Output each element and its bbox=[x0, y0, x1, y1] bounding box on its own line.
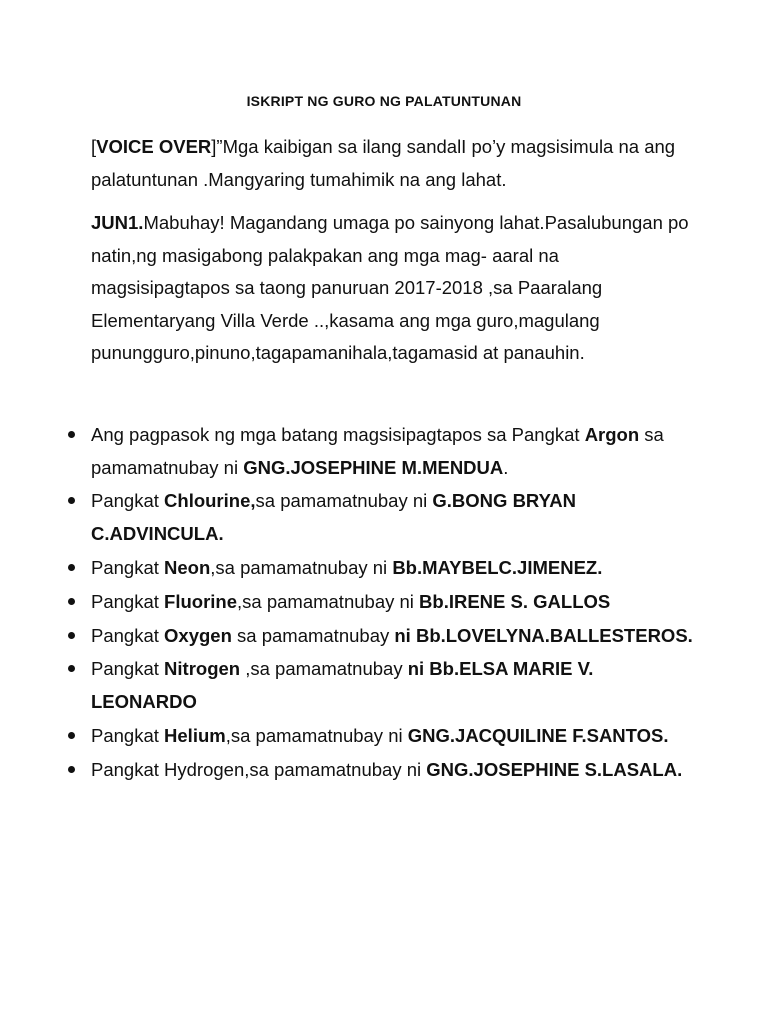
list-item bbox=[0, 653, 700, 718]
list-item bbox=[0, 620, 700, 653]
item-middle: ,sa pamamatnubay bbox=[240, 658, 408, 680]
group-name: Oxygen bbox=[164, 624, 232, 646]
list-item bbox=[0, 485, 700, 550]
voice-over-text: ]”Mga kaibigan sa ilang sandalI po’y magsisimula na ang palatuntunan .Mangyaring tumahimik na ang lahat. bbox=[91, 136, 676, 190]
group-name: Nitrogen bbox=[164, 658, 241, 680]
list-item bbox=[0, 419, 700, 484]
jun1-paragraph bbox=[91, 207, 691, 370]
item-middle: sa pamamatnubay ni bbox=[255, 490, 433, 512]
item-suffix: . bbox=[503, 456, 509, 478]
group-name: Neon bbox=[164, 556, 211, 578]
teacher-name: ni Bb.ELSA MARIE V bbox=[407, 658, 589, 680]
item-middle: sa pamamatnubay ni bbox=[91, 424, 664, 478]
item-middle: ,sa pamamatnubay ni bbox=[237, 590, 420, 612]
bullet-icon bbox=[68, 598, 75, 605]
bullet-icon bbox=[68, 431, 75, 438]
list-item bbox=[0, 720, 700, 753]
item-prefix: Ang pagpasok ng mga batang magsisipagtapos sa Pangkat bbox=[91, 424, 585, 445]
voice-over-bracket: [ bbox=[91, 136, 97, 157]
item-prefix: Pangkat bbox=[91, 590, 165, 612]
bullet-icon bbox=[68, 497, 75, 504]
teacher-name: GNG.JACQUILINE F.SANTOS. bbox=[407, 724, 669, 746]
teacher-name: G.BONG BRYAN C.ADVINCULA. bbox=[91, 490, 576, 544]
item-prefix: Pangkat bbox=[91, 624, 165, 646]
group-name: Argon bbox=[584, 424, 640, 445]
item-middle: ,sa pamamatnubay ni bbox=[225, 724, 408, 746]
teacher-name: GNG.JOSEPHINE S.LASALA. bbox=[426, 758, 683, 780]
item-prefix: Pangkat bbox=[91, 658, 165, 680]
teacher-name: ni Bb.LOVELYNA.BALLESTEROS. bbox=[394, 624, 693, 646]
teacher-name: Bb.IRENE S. GALLOS bbox=[419, 590, 611, 612]
page-title: ISKRIPT NG GURO NG PALATUNTUNAN bbox=[246, 93, 522, 109]
bullet-icon bbox=[68, 564, 75, 571]
voice-over-tag: VOICE OVER bbox=[96, 136, 212, 157]
item-prefix: Pangkat bbox=[91, 490, 165, 512]
bullet-icon bbox=[68, 665, 75, 672]
item-middle: sa pamamatnubay bbox=[231, 624, 395, 646]
list-item bbox=[0, 586, 700, 619]
bullet-icon bbox=[68, 632, 75, 639]
item-prefix: Pangkat Hydrogen,sa pamamatnubay ni bbox=[91, 758, 427, 780]
bullet-icon bbox=[68, 766, 75, 773]
list-item bbox=[0, 754, 700, 787]
group-name: Fluorine bbox=[164, 590, 238, 612]
voice-over-paragraph bbox=[91, 131, 691, 196]
jun1-speaker: JUN1. bbox=[91, 212, 144, 233]
list-item bbox=[0, 552, 700, 585]
item-suffix: . LEONARDO bbox=[91, 658, 594, 712]
group-name: Helium bbox=[164, 724, 226, 746]
bullet-icon bbox=[68, 732, 75, 739]
group-name: Chlourine, bbox=[164, 490, 256, 512]
jun1-text: Mabuhay! Magandang umaga po sainyong lahat.Pasalubungan po natin,ng masigabong palakpakan ang mga mag- aaral na magsisipagtapos sa taong panuruan 2017-2018 ,sa Paaralang Elementaryang Villa Verde ..,kasama ang mga guro,magulang punungguro,pinuno,tagapamanihala,tagamasid at panauhin. bbox=[91, 212, 689, 363]
item-prefix: Pangkat bbox=[91, 724, 165, 746]
teacher-name: GNG.JOSEPHINE M.MENDUA bbox=[243, 456, 504, 478]
item-middle: ,sa pamamatnubay ni bbox=[210, 556, 393, 578]
item-prefix: Pangkat bbox=[91, 556, 165, 578]
group-list bbox=[0, 419, 700, 788]
teacher-name: Bb.MAYBELC.JIMENEZ. bbox=[392, 556, 603, 578]
